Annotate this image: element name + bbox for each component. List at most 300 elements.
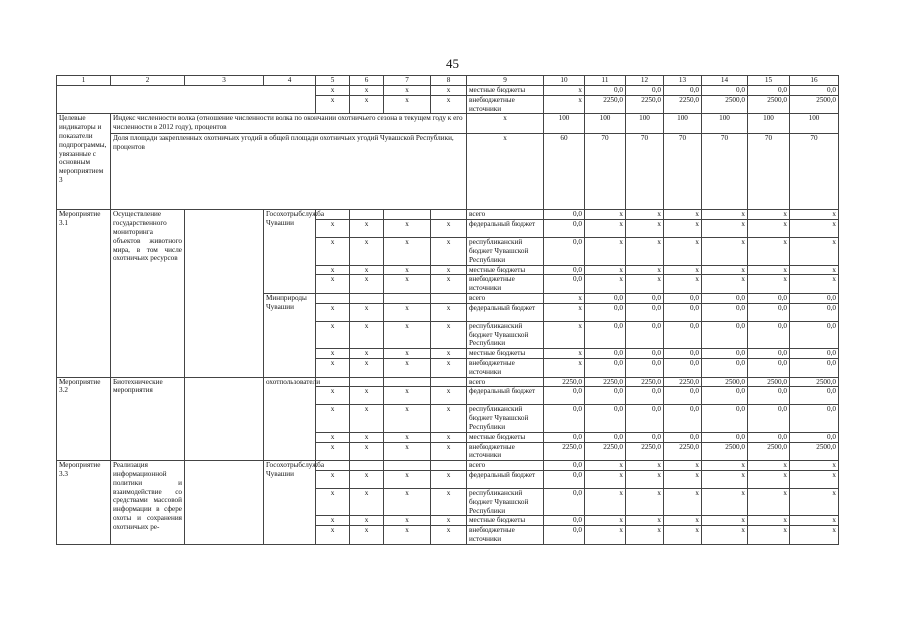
value-cell: 0,0 (626, 293, 664, 303)
value-cell: 0,0 (790, 432, 839, 442)
value-cell: x (664, 488, 702, 515)
year-flag-cell: x (384, 220, 431, 238)
indicator-value: 70 (626, 134, 664, 210)
year-flag-cell: x (384, 265, 431, 275)
year-flag-cell: x (431, 387, 467, 405)
year-flag-cell: x (316, 220, 350, 238)
value-cell: 0,0 (585, 293, 626, 303)
value-cell: 0,0 (790, 387, 839, 405)
value-cell: 0,0 (748, 432, 790, 442)
value-cell: 0,0 (626, 387, 664, 405)
year-flag-cell: x (431, 432, 467, 442)
year-flag-cell: x (431, 275, 467, 294)
year-flag-cell: x (431, 95, 467, 114)
year-flag-cell: x (350, 405, 384, 432)
value-cell: x (585, 275, 626, 294)
year-flag-cell: x (431, 405, 467, 432)
value-cell: 0,0 (544, 238, 585, 265)
value-cell: 0,0 (664, 432, 702, 442)
value-cell: x (790, 275, 839, 294)
value-cell: 0,0 (544, 488, 585, 515)
value-cell: 0,0 (748, 358, 790, 377)
value-cell: x (626, 461, 664, 471)
funding-source-cell: республиканский бюджет Чувашской Республики (467, 405, 544, 432)
year-flag-cell: x (384, 238, 431, 265)
measure-blank (185, 377, 264, 461)
value-cell: x (702, 516, 748, 526)
col-header: 2 (111, 76, 185, 86)
page-number: 45 (446, 56, 459, 71)
value-cell: x (544, 303, 585, 321)
year-flag-cell (384, 461, 431, 471)
value-cell: 0,0 (664, 86, 702, 96)
value-cell: 0,0 (790, 349, 839, 359)
value-cell: 2250,0 (585, 377, 626, 387)
value-cell: x (626, 526, 664, 545)
year-flag-cell: x (316, 275, 350, 294)
year-flag-cell: x (316, 526, 350, 545)
funding-source-cell: местные бюджеты (467, 265, 544, 275)
year-flag-cell: x (384, 275, 431, 294)
value-cell: x (748, 516, 790, 526)
measure-blank (185, 461, 264, 545)
value-cell: x (790, 238, 839, 265)
funding-source-cell: федеральный бюджет (467, 387, 544, 405)
value-cell: x (748, 210, 790, 220)
value-cell: x (585, 526, 626, 545)
value-cell: x (664, 470, 702, 488)
funding-source-cell: федеральный бюджет (467, 303, 544, 321)
value-cell: 0,0 (664, 387, 702, 405)
value-cell: x (748, 238, 790, 265)
year-flag-cell: x (316, 516, 350, 526)
indicator-value: 100 (790, 114, 839, 134)
value-cell: 0,0 (702, 293, 748, 303)
value-cell: 0,0 (664, 303, 702, 321)
value-cell: 0,0 (585, 432, 626, 442)
funding-source-cell: внебюджетные источники (467, 275, 544, 294)
year-flag-cell: x (350, 358, 384, 377)
table-row (57, 210, 839, 220)
funding-source-cell: внебюджетные источники (467, 442, 544, 461)
value-cell: 0,0 (626, 86, 664, 96)
year-flag-cell: x (316, 321, 350, 348)
year-flag-cell: x (431, 265, 467, 275)
year-flag-cell: x (431, 303, 467, 321)
value-cell: 2500,0 (702, 377, 748, 387)
indicator-value: 70 (748, 134, 790, 210)
value-cell: 2250,0 (544, 442, 585, 461)
year-flag-cell: x (316, 95, 350, 114)
col-header: 10 (544, 76, 585, 86)
value-cell: 0,0 (544, 461, 585, 471)
year-flag-cell: x (350, 238, 384, 265)
value-cell: 0,0 (585, 303, 626, 321)
year-flag-cell (316, 293, 350, 303)
indicator-value: 100 (664, 114, 702, 134)
executor: Госохотрыбслужба Чувашии (264, 210, 316, 294)
year-flag-cell (350, 210, 384, 220)
measure-label: Мероприятие 3.1 (57, 210, 111, 377)
value-cell: x (585, 265, 626, 275)
year-flag-cell: x (431, 86, 467, 96)
year-flag-cell: x (350, 526, 384, 545)
value-cell: 0,0 (544, 275, 585, 294)
year-flag-cell: x (431, 470, 467, 488)
value-cell: 0,0 (790, 321, 839, 348)
year-flag-cell: x (350, 220, 384, 238)
value-cell: x (748, 470, 790, 488)
value-cell: x (748, 275, 790, 294)
value-cell: x (790, 265, 839, 275)
value-cell: x (790, 220, 839, 238)
value-cell: 0,0 (702, 387, 748, 405)
year-flag-cell: x (350, 516, 384, 526)
year-flag-cell (350, 377, 384, 387)
value-cell: x (544, 86, 585, 96)
funding-source-cell: федеральный бюджет (467, 220, 544, 238)
year-flag-cell: x (384, 488, 431, 515)
year-flag-cell: x (431, 442, 467, 461)
program-table (56, 75, 839, 545)
value-cell: x (790, 470, 839, 488)
value-cell: 2250,0 (664, 95, 702, 114)
value-cell: x (664, 238, 702, 265)
value-cell: 0,0 (790, 405, 839, 432)
year-flag-cell: x (384, 442, 431, 461)
value-cell: 0,0 (702, 321, 748, 348)
year-flag-cell: x (384, 349, 431, 359)
col-header: 1 (57, 76, 111, 86)
value-cell: 0,0 (748, 405, 790, 432)
funding-source-cell: всего (467, 377, 544, 387)
value-cell: 0,0 (544, 516, 585, 526)
col-header: 15 (748, 76, 790, 86)
col-header: 3 (185, 76, 264, 86)
col-header: 14 (702, 76, 748, 86)
value-cell: 0,0 (626, 405, 664, 432)
value-cell: x (585, 238, 626, 265)
value-cell: x (544, 321, 585, 348)
value-cell: 0,0 (748, 303, 790, 321)
year-flag-cell: x (384, 95, 431, 114)
year-flag-cell: x (316, 405, 350, 432)
indicator-value: 70 (702, 134, 748, 210)
value-cell: 2500,0 (702, 442, 748, 461)
value-cell: 0,0 (702, 358, 748, 377)
value-cell: x (585, 516, 626, 526)
table-row (57, 86, 839, 96)
value-cell: 2500,0 (790, 377, 839, 387)
year-flag-cell: x (431, 516, 467, 526)
value-cell: x (702, 265, 748, 275)
col-header: 5 (316, 76, 350, 86)
value-cell: 0,0 (626, 349, 664, 359)
value-cell: 0,0 (702, 432, 748, 442)
table-row (57, 377, 839, 387)
value-cell: x (626, 265, 664, 275)
target-label: Целевые индикаторы и показатели подпрограммы, увязанные с основным мероприятием 3 (57, 114, 111, 210)
value-cell: 2250,0 (664, 377, 702, 387)
year-flag-cell: x (431, 358, 467, 377)
value-cell: x (790, 526, 839, 545)
indicator-value: 100 (748, 114, 790, 134)
year-flag-cell: x (316, 265, 350, 275)
value-cell: 0,0 (664, 358, 702, 377)
indicator-value: 60 (544, 134, 585, 210)
value-cell: 0,0 (664, 321, 702, 348)
funding-source-cell: местные бюджеты (467, 86, 544, 96)
year-flag-cell: x (384, 432, 431, 442)
year-flag-cell (431, 293, 467, 303)
measure-blank (185, 210, 264, 377)
value-cell: x (702, 210, 748, 220)
col-header: 4 (264, 76, 316, 86)
executor: Минприроды Чувашии (264, 293, 316, 377)
value-cell: 0,0 (544, 220, 585, 238)
continuation-blank (57, 86, 316, 114)
measure-label: Мероприятие 3.3 (57, 461, 111, 545)
year-flag-cell: x (384, 321, 431, 348)
value-cell: x (748, 488, 790, 515)
year-flag-cell: x (431, 488, 467, 515)
year-flag-cell: x (316, 470, 350, 488)
year-flag-cell: x (316, 349, 350, 359)
col-header: 16 (790, 76, 839, 86)
col-header: 8 (431, 76, 467, 86)
year-flag-cell: x (316, 86, 350, 96)
value-cell: x (790, 488, 839, 515)
indicator-row (57, 134, 839, 210)
indicator-value: 100 (544, 114, 585, 134)
value-cell: 0,0 (790, 303, 839, 321)
value-cell: x (790, 516, 839, 526)
funding-source-cell: внебюджетные источники (467, 526, 544, 545)
value-cell: 0,0 (544, 526, 585, 545)
value-cell: 2250,0 (585, 95, 626, 114)
value-cell: 2250,0 (544, 377, 585, 387)
value-cell: 0,0 (585, 321, 626, 348)
value-cell: x (626, 275, 664, 294)
year-flag-cell (350, 293, 384, 303)
year-flag-cell (384, 210, 431, 220)
indicator-flag: x (467, 134, 544, 210)
value-cell: 0,0 (702, 405, 748, 432)
value-cell: 0,0 (702, 349, 748, 359)
value-cell: x (585, 461, 626, 471)
value-cell: 0,0 (790, 293, 839, 303)
col-header: 7 (384, 76, 431, 86)
value-cell: x (664, 526, 702, 545)
value-cell: 0,0 (585, 349, 626, 359)
column-number-row (57, 76, 839, 86)
value-cell: x (702, 470, 748, 488)
year-flag-cell: x (431, 349, 467, 359)
funding-source-cell: местные бюджеты (467, 432, 544, 442)
value-cell: x (626, 238, 664, 265)
value-cell: 0,0 (790, 358, 839, 377)
year-flag-cell: x (316, 488, 350, 515)
value-cell: x (748, 461, 790, 471)
year-flag-cell: x (350, 275, 384, 294)
value-cell: 2500,0 (702, 95, 748, 114)
col-header: 9 (467, 76, 544, 86)
value-cell: 2250,0 (585, 442, 626, 461)
value-cell: x (585, 488, 626, 515)
value-cell: x (702, 461, 748, 471)
indicator-text: Индекс численности волка (отношение численности волка по окончании охотничьего сезона в текущем году к его численности в 2012 году), процентов (111, 114, 467, 134)
year-flag-cell: x (316, 238, 350, 265)
value-cell: x (664, 220, 702, 238)
year-flag-cell: x (384, 358, 431, 377)
year-flag-cell: x (384, 86, 431, 96)
col-header: 12 (626, 76, 664, 86)
year-flag-cell: x (316, 387, 350, 405)
value-cell: 0,0 (664, 405, 702, 432)
funding-source-cell: внебюджетные источники (467, 358, 544, 377)
indicator-value: 100 (585, 114, 626, 134)
year-flag-cell: x (316, 303, 350, 321)
indicator-text: Доля площади закрепленных охотничьих угодий в общей площади охотничьих угодий Чувашской Республики, процентов (111, 134, 467, 210)
measure-name: Реализация информационной политики и взаимодействие со средствами массовой информации в сфере охоты и сохранения охотничьих ре- (111, 461, 185, 545)
year-flag-cell: x (350, 303, 384, 321)
value-cell: x (585, 210, 626, 220)
value-cell: 0,0 (544, 387, 585, 405)
value-cell: 2500,0 (790, 95, 839, 114)
value-cell: 2250,0 (626, 377, 664, 387)
year-flag-cell: x (431, 526, 467, 545)
indicator-value: 100 (702, 114, 748, 134)
year-flag-cell (431, 210, 467, 220)
year-flag-cell (316, 377, 350, 387)
year-flag-cell (384, 377, 431, 387)
col-header: 13 (664, 76, 702, 86)
measure-name: Биотехнические мероприятия (111, 377, 185, 461)
indicator-value: 70 (664, 134, 702, 210)
year-flag-cell: x (384, 405, 431, 432)
year-flag-cell: x (431, 238, 467, 265)
indicator-value: 100 (626, 114, 664, 134)
value-cell: x (626, 470, 664, 488)
year-flag-cell: x (316, 358, 350, 377)
year-flag-cell: x (431, 220, 467, 238)
value-cell: x (664, 210, 702, 220)
value-cell: 0,0 (585, 387, 626, 405)
funding-source-cell: всего (467, 210, 544, 220)
value-cell: x (790, 461, 839, 471)
value-cell: x (702, 238, 748, 265)
value-cell: 0,0 (748, 387, 790, 405)
value-cell: x (585, 220, 626, 238)
value-cell: 0,0 (626, 321, 664, 348)
value-cell: x (664, 275, 702, 294)
value-cell: x (544, 293, 585, 303)
indicator-value: 70 (790, 134, 839, 210)
year-flag-cell: x (384, 303, 431, 321)
value-cell: 0,0 (748, 349, 790, 359)
value-cell: x (664, 516, 702, 526)
value-cell: 0,0 (544, 210, 585, 220)
year-flag-cell: x (384, 526, 431, 545)
value-cell: 2500,0 (748, 442, 790, 461)
value-cell: 0,0 (702, 303, 748, 321)
value-cell: 0,0 (544, 470, 585, 488)
col-header: 11 (585, 76, 626, 86)
value-cell: x (664, 461, 702, 471)
value-cell: 0,0 (748, 86, 790, 96)
year-flag-cell (350, 461, 384, 471)
funding-source-cell: местные бюджеты (467, 349, 544, 359)
value-cell: x (626, 488, 664, 515)
value-cell: 0,0 (544, 432, 585, 442)
year-flag-cell: x (350, 349, 384, 359)
funding-source-cell: всего (467, 293, 544, 303)
value-cell: x (626, 210, 664, 220)
year-flag-cell: x (350, 432, 384, 442)
value-cell: x (702, 275, 748, 294)
funding-source-cell: республиканский бюджет Чувашской Республики (467, 238, 544, 265)
executor: Госохотрыбслужба Чувашии (264, 461, 316, 545)
year-flag-cell (384, 293, 431, 303)
funding-source-cell: местные бюджеты (467, 516, 544, 526)
value-cell: 0,0 (626, 432, 664, 442)
value-cell: 0,0 (585, 405, 626, 432)
value-cell: x (626, 220, 664, 238)
year-flag-cell: x (350, 321, 384, 348)
value-cell: 0,0 (748, 293, 790, 303)
value-cell: x (790, 210, 839, 220)
value-cell: x (702, 526, 748, 545)
executor: охотпользователи (264, 377, 316, 461)
year-flag-cell: x (316, 432, 350, 442)
value-cell: x (702, 488, 748, 515)
year-flag-cell: x (350, 470, 384, 488)
value-cell: 0,0 (544, 405, 585, 432)
value-cell: 0,0 (626, 303, 664, 321)
value-cell: 2500,0 (748, 377, 790, 387)
measure-label: Мероприятие 3.2 (57, 377, 111, 461)
value-cell: x (748, 265, 790, 275)
value-cell: 0,0 (702, 86, 748, 96)
value-cell: 0,0 (585, 358, 626, 377)
funding-source-cell: федеральный бюджет (467, 470, 544, 488)
value-cell: 2250,0 (664, 442, 702, 461)
funding-source-cell: всего (467, 461, 544, 471)
col-header: 6 (350, 76, 384, 86)
value-cell: x (664, 265, 702, 275)
value-cell: x (544, 358, 585, 377)
value-cell: 0,0 (748, 321, 790, 348)
year-flag-cell: x (350, 442, 384, 461)
value-cell: 0,0 (790, 86, 839, 96)
year-flag-cell: x (350, 387, 384, 405)
year-flag-cell (431, 461, 467, 471)
table-row (57, 461, 839, 471)
value-cell: 0,0 (544, 265, 585, 275)
year-flag-cell: x (384, 387, 431, 405)
value-cell: x (544, 95, 585, 114)
year-flag-cell: x (350, 86, 384, 96)
funding-source-cell: внебюджетные источники (467, 95, 544, 114)
value-cell: 2250,0 (626, 442, 664, 461)
indicator-flag: x (467, 114, 544, 134)
year-flag-cell: x (350, 265, 384, 275)
year-flag-cell: x (384, 516, 431, 526)
value-cell: x (585, 470, 626, 488)
value-cell: x (544, 349, 585, 359)
value-cell: x (748, 220, 790, 238)
year-flag-cell: x (431, 321, 467, 348)
